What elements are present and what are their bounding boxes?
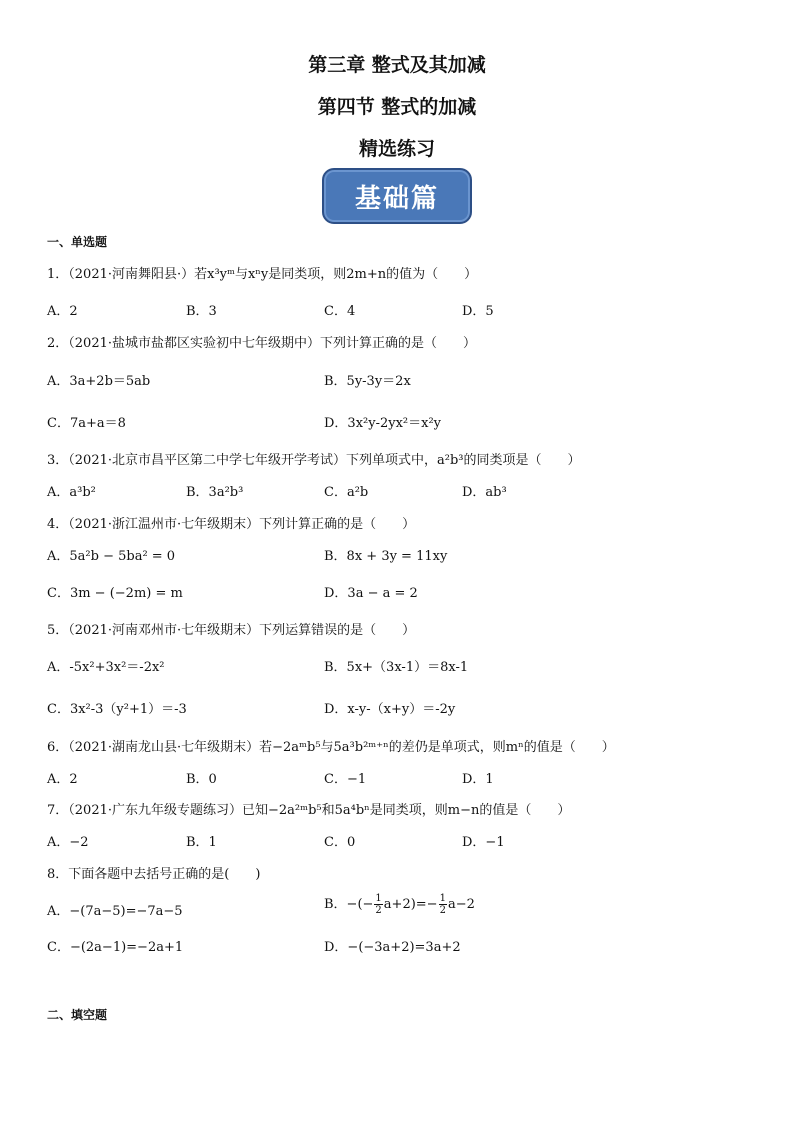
question-1-option-b[interactable]: B．3 — [186, 304, 217, 319]
question-1-option-a[interactable]: A．2 — [47, 304, 78, 319]
question-4-option-c[interactable]: C．3m − (−2m) = m — [47, 586, 183, 601]
question-3-option-c[interactable]: C．a²b — [324, 485, 369, 500]
question-1-option-c[interactable]: C．4 — [324, 304, 356, 319]
banner-label: 基础篇 — [354, 183, 439, 214]
question-4-option-d[interactable]: D．3a − a = 2 — [324, 586, 418, 601]
fraction-half — [374, 893, 382, 916]
level-banner — [322, 168, 472, 224]
fraction-numerator: 1 — [439, 893, 446, 904]
question-6-option-d[interactable]: D．1 — [462, 772, 494, 787]
section-heading-fill-blank: 二、填空题 — [47, 1008, 108, 1022]
question-5-option-a[interactable]: A．-5x²+3x²＝-2x² — [47, 660, 165, 675]
question-5-option-b[interactable]: B．5x+（3x-1）＝8x-1 — [324, 660, 469, 675]
question-7-option-c[interactable]: C．0 — [324, 835, 356, 850]
question-8-option-c[interactable]: C．−(2a−1)=−2a+1 — [47, 940, 184, 955]
question-7-option-b[interactable]: B．1 — [186, 835, 217, 850]
question-8-option-b[interactable] — [324, 893, 475, 916]
question-6-option-a[interactable]: A．2 — [47, 772, 78, 787]
section-heading-single-choice: 一、单选题 — [47, 235, 108, 249]
question-7-option-a[interactable]: A．−2 — [47, 835, 89, 850]
question-2-option-c[interactable]: C．7a+a＝8 — [47, 416, 126, 431]
question-3-stem: 3．（2021·北京市昌平区第二中学七年级开学考试）下列单项式中，a²b³的同类项是（ ） — [47, 453, 581, 468]
question-5-option-c[interactable]: C．3x²-3（y²+1）＝-3 — [47, 702, 187, 717]
subtitle: 精选练习 — [358, 138, 435, 160]
question-4-option-a[interactable]: A．5a²b − 5ba² = 0 — [47, 549, 176, 564]
question-7-stem: 7．（2021·广东九年级专题练习）已知−2a²ᵐb⁵和5a⁴bⁿ是同类项，则m−n的值是（ ） — [47, 803, 571, 818]
fraction-denominator: 2 — [439, 905, 446, 916]
question-4-stem: 4．（2021·浙江温州市·七年级期末）下列计算正确的是（ ） — [47, 517, 416, 532]
question-5-option-d[interactable]: D．x-y-（x+y）＝-2y — [324, 702, 456, 717]
question-3-option-d[interactable]: D．ab³ — [462, 485, 507, 500]
question-6-option-c[interactable]: C．−1 — [324, 772, 367, 787]
question-8-stem: 8．下面各题中去括号正确的是( ) — [47, 867, 261, 882]
question-8-option-b-middle: a+2)=− — [383, 897, 438, 912]
section-title: 第四节 整式的加减 — [317, 96, 477, 118]
question-1-option-d[interactable]: D．5 — [462, 304, 494, 319]
question-8-option-b-prefix: B．−(− — [324, 897, 374, 912]
fraction-numerator: 1 — [375, 893, 382, 904]
fraction-half — [439, 893, 447, 916]
question-8-option-d[interactable]: D．−(−3a+2)=3a+2 — [324, 940, 461, 955]
question-3-option-a[interactable]: A．a³b² — [47, 485, 96, 500]
question-7-option-d[interactable]: D．−1 — [462, 835, 505, 850]
chapter-title: 第三章 整式及其加减 — [308, 54, 486, 76]
question-2-option-d[interactable]: D．3x²y-2yx²＝x²y — [324, 416, 442, 431]
fraction-denominator: 2 — [375, 905, 382, 916]
question-2-stem: 2．（2021·盐城市盐都区实验初中七年级期中）下列计算正确的是（ ） — [47, 336, 476, 351]
question-8-option-b-suffix: a−2 — [447, 897, 475, 912]
question-2-option-a[interactable]: A．3a+2b＝5ab — [47, 374, 151, 389]
question-4-option-b[interactable]: B．8x + 3y = 11xy — [324, 549, 448, 564]
question-5-stem: 5．（2021·河南邓州市·七年级期末）下列运算错误的是（ ） — [47, 623, 416, 638]
question-6-stem: 6．（2021·湖南龙山县·七年级期末）若−2aᵐb⁵与5a³b²ᵐ⁺ⁿ的差仍是单项式，则mⁿ的值是（ ） — [47, 740, 615, 755]
question-1-stem: 1．（2021·河南舞阳县·）若x³yᵐ与xⁿy是同类项，则2m+n的值为（ ） — [47, 267, 478, 282]
question-2-option-b[interactable]: B．5y-3y＝2x — [324, 374, 411, 389]
question-8-option-a[interactable]: A．−(7a−5)=−7a−5 — [47, 904, 183, 919]
question-6-option-b[interactable]: B．0 — [186, 772, 217, 787]
question-3-option-b[interactable]: B．3a²b³ — [186, 485, 244, 500]
